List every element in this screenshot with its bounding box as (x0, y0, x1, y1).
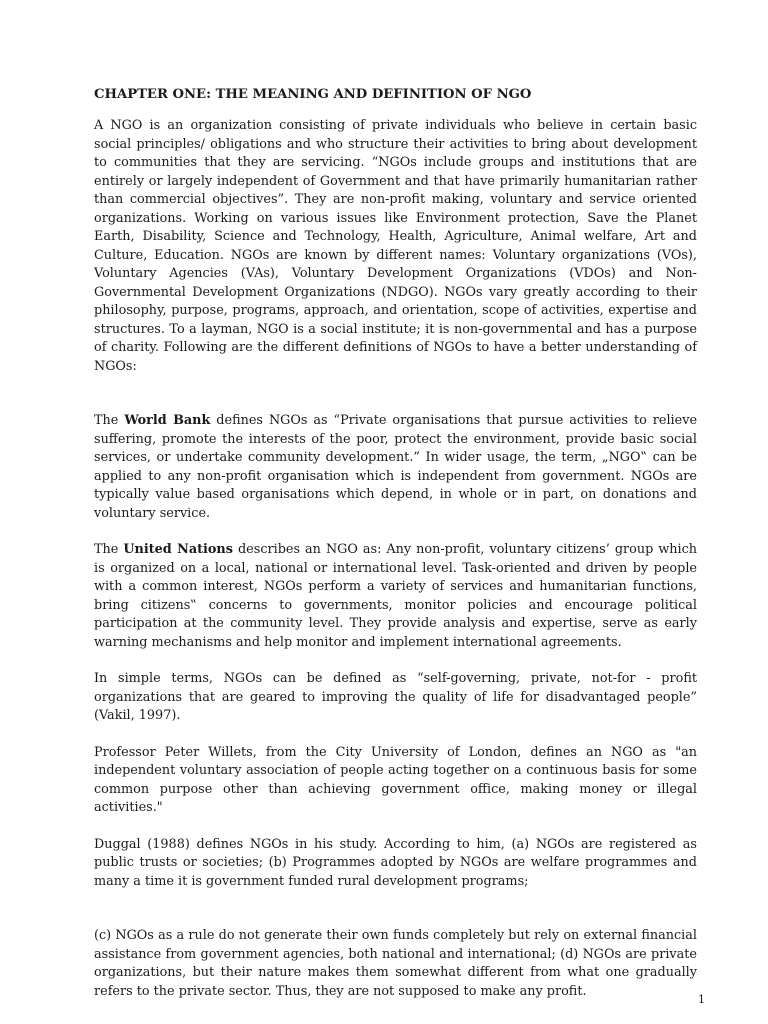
united-nations-paragraph (94, 541, 697, 652)
united-nations-lead: The (94, 542, 124, 557)
world-bank-lead: The (94, 413, 125, 428)
united-nations-term: United Nations (123, 542, 233, 557)
vakil-paragraph: In simple terms, NGOs can be defined as “self-governing, private, not-for - profit organizations that are geared to improving the quality of life for disadvantaged people” (Vakil, 1997). (94, 671, 697, 723)
world-bank-text: defines NGOs as “Private organisations that pursue activities to relieve suffering, promote the interests of the poor, protect the environment, provide basic social services, or undertake community development.” In wider usage, the term, „NGO‟ can be applied to any non-profit organisation which is independent from government. NGOs are typically value based organisations which depend, in whole or in part, on donations and voluntary service. (94, 413, 698, 521)
intro-paragraph: A NGO is an organization consisting of private individuals who believe in certain basic social principles/ obligations and who structure their activities to bring about development to communities that they are servicing. “NGOs include groups and institutions that are entirely or largely independent of Government and that have primarily humanitarian rather than commercial objectives”. They are non-profit making, voluntary and service oriented organizations. Working on various issues like Environment protection, Save the Planet Earth, Disability, Science and Technology, Health, Agriculture, Animal welfare, Art and Culture, Education. NGOs are known by different names: Voluntary organizations (VOs), Voluntary Agencies (VAs), Voluntary Development Organizations (VDOs) and Non-Governmental Development Organizations (NDGO). NGOs vary greatly according to their philosophy, purpose, programs, approach, and orientation, scope of activities, expertise and structures. To a layman, NGO is a social institute; it is non-governmental and has a purpose of charity. Following are the different definitions of NGOs to have a better understanding of NGOs: (94, 118, 697, 374)
chapter-heading: CHAPTER ONE: THE MEANING AND DEFINITION OF NGO (94, 87, 532, 102)
willets-paragraph: Professor Peter Willets, from the City University of London, defines an NGO as "an independent voluntary association of people acting together on a continuous basis for some common purpose other than achieving government office, making money or illegal activities." (94, 744, 697, 815)
world-bank-paragraph (94, 412, 697, 523)
duggal-continued-paragraph: (c) NGOs as a rule do not generate their own funds completely but rely on external financial assistance from government agencies, both national and international; (d) NGOs are private organizations, but their nature makes them somewhat different from what one gradually refers to the private sector. Thus, they are not supposed to make any profit. (94, 928, 697, 999)
page-number: 1 (698, 993, 705, 1006)
world-bank-term: World Bank (124, 413, 211, 428)
duggal-paragraph: Duggal (1988) defines NGOs in his study. According to him, (a) NGOs are registered as public trusts or societies; (b) Programmes adopted by NGOs are welfare programmes and many a time it is government funded rural development programs; (94, 836, 697, 889)
united-nations-text: describes an NGO as: Any non-profit, voluntary citizens’ group which is organized on a local, national or international level. Task-oriented and driven by people with a common interest, NGOs perform a variety of services and humanitarian functions, bring citizens‟ concerns to governments, monitor policies and encourage political participation at the community level. They provide analysis and expertise, serve as early warning mechanisms and help monitor and implement international agreements. (94, 542, 698, 650)
